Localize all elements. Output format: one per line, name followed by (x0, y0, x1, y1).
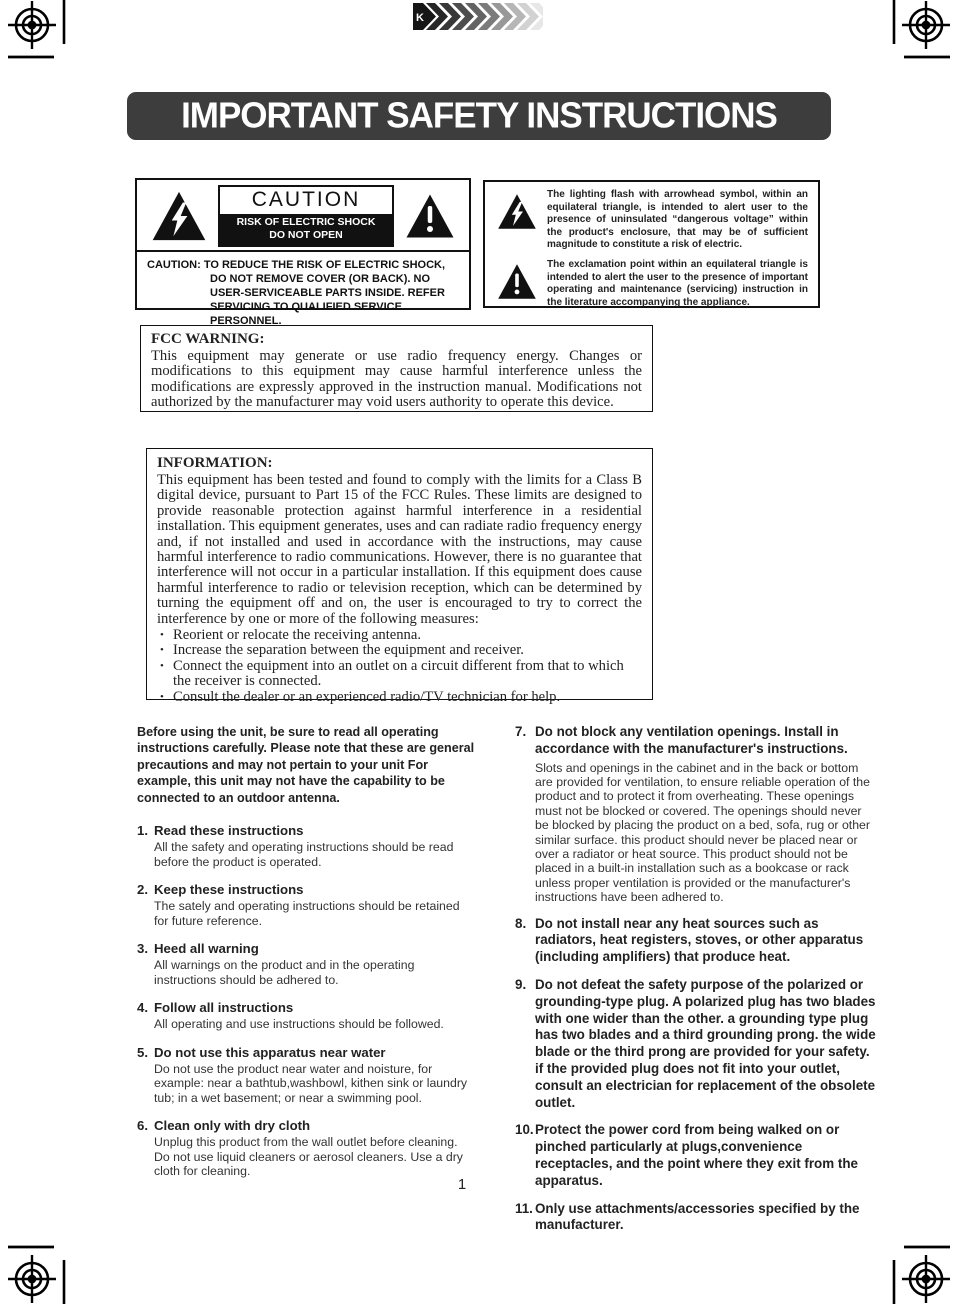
instruction-item-8: 8. Do not install near any heat sources such as radiators, heat registers, stoves, or other apparatus (including amplifiers) that produce heat. (515, 915, 864, 965)
instruction-item-3: 3. Heed all warning All warnings on the product and in the operating instructions should be adhered to. (137, 941, 415, 987)
lightning-triangle-icon (151, 190, 207, 242)
registration-mark-icon (8, 1240, 72, 1304)
bullet-icon: • (160, 690, 164, 703)
chevron-print-strip-icon (413, 3, 543, 30)
caution-sublabel-1: RISK OF ELECTRIC SHOCK (236, 216, 376, 228)
bullet-icon: • (160, 644, 164, 657)
instruction-item-10: 10. Protect the power cord from being walked on or pinched particularly at plugs,convenience receptacles, and the point where they exit from the apparatus. (515, 1122, 858, 1188)
caution-body-text: CAUTION: TO REDUCE THE RISK OF ELECTRIC SHOCK, DO NOT REMOVE COVER (OR BACK). NO USER-SERVICEABLE PARTS INSIDE. REFER SERVICING TO QUALIFIED SERVICE PERSONNEL. (137, 250, 469, 332)
instruction-item-9: 9. Do not defeat the safety purpose of the polarized or grounding-type plug. A polarized plug has two blades with one wider than the other. a grounding type plug has two blades and a third grounding prong. the wide blade or the third prong are provided for your safety. if the provided plug does not fit into your outlet, consult an electrician for replacement of the obsolete outlet. (515, 977, 876, 1110)
page-number: 1 (457, 1176, 467, 1193)
list-item: • Increase the separation between the equipment and receiver. (160, 642, 524, 659)
registration-mark-icon (886, 0, 950, 64)
instruction-item-4: 4. Follow all instructions All operating and use instructions should be followed. (137, 1000, 444, 1032)
list-item: • Consult the dealer or an experienced radio/TV technician for help. (160, 688, 561, 705)
instruction-item-1: 1. Read these instructions All the safety and operating instructions should be read before the product is operated. (137, 823, 454, 869)
exclamation-triangle-icon (497, 263, 537, 300)
chevron-plate-letter: K (416, 12, 424, 24)
exclamation-triangle-icon (405, 191, 455, 241)
caution-label-box (218, 185, 394, 247)
caution-label: CAUTION (251, 188, 361, 211)
exclamation-symbol-row (495, 259, 808, 309)
fcc-warning-title: FCC WARNING: (151, 331, 265, 347)
list-item: • Reorient or relocate the receiving antenna. (160, 627, 421, 644)
lightning-triangle-icon (497, 193, 537, 230)
symbol-explanation-box (483, 180, 820, 308)
fcc-warning-box (140, 325, 653, 412)
instruction-item-6: 6. Clean only with dry cloth Unplug this product from the wall outlet before cleaning. Do not use liquid cleaners or aerosol cleaners. Use a dry cloth for cleaning. (137, 1118, 463, 1179)
bullet-icon: • (160, 659, 164, 672)
list-item: • Connect the equipment into an outlet on a circuit different from that to which the receiver is connected. (160, 657, 624, 690)
fcc-warning-body: This equipment may generate or use radio frequency energy. Changes or modifications to this equipment may cause harmful interference unless the modifications are expressly approved in the instruction manual. Modifications not authorized by the manufacturer may void users authority to operate this device. (151, 348, 642, 411)
caution-sublabel-box (220, 214, 392, 245)
information-title: INFORMATION: (157, 455, 273, 471)
instructions-column-left (137, 724, 475, 1192)
information-body: This equipment has been tested and found to comply with the limits for a Class B digital device, pursuant to Part 15 of the FCC Rules. These limits are designed to provide reasonable protection against harmful interference in a residential installation. This equipment generates, uses and can radiate radio frequency energy and, if not installed and used in accordance with the instructions, may cause harmful interference to radio communications. However, there is no guarantee that interference will not occur in a particular installation. If this equipment does cause harmful interference to radio or television reception, which can be determined by turning the equipment off and on, the user is encouraged to try to correct the interference by one or more of the following measures: (157, 472, 642, 627)
caution-sublabel-2: DO NOT OPEN (269, 229, 343, 241)
information-box (146, 448, 653, 705)
instruction-item-7: 7. Do not block any ventilation openings. Install in accordance with the manufacturer's instructions. Slots and openings in the cabinet and in the back or bottom are provided for ventilation, to ensure reliable operation of the product and to protect it from overheating. These openings must not be blocked or covered. The openings should never be blocked by placing the product on a bed, sofa, rug or other similar surface. this product should never be placed near or over a radiator or heat source. This product should not be placed in a built-in installation such as a bookcase or rack unless proper ventilation is provided or the manufacturer's instructions have been adhered to. (515, 724, 870, 905)
information-measures-list (157, 628, 642, 705)
page-title-text: IMPORTANT SAFETY INSTRUCTIONS (181, 95, 777, 136)
exclamation-symbol-text: The exclamation point within an equilateral triangle is intended to alert the user to the presence of important operating and maintenance (servicing) instruction in the literature accompanying the appliance. (547, 258, 808, 308)
caution-box (135, 178, 471, 327)
instructions-intro: Before using the unit, be sure to read all operating instructions carefully. Please note that these are general precautions and may not pertain to your unit For example, this unit may not have the capability to be connected to an outdoor antenna. (137, 725, 475, 805)
registration-mark-icon (8, 0, 72, 64)
bullet-icon: • (160, 629, 164, 642)
lightning-symbol-row (495, 189, 808, 252)
instruction-item-11: 11. Only use attachments/accessories specified by the manufacturer. (515, 1200, 860, 1233)
instruction-item-2: 2. Keep these instructions The sately and operating instructions should be retained for future reference. (137, 882, 460, 928)
caution-box-top (137, 180, 469, 250)
instructions-column-right (515, 724, 877, 1245)
registration-mark-icon (886, 1240, 950, 1304)
page-title (127, 92, 831, 140)
lightning-symbol-text: The lighting flash with arrowhead symbol, within an equilateral triangle, is intended to alert user to the presence of uninsulated “dangerous voltage” within the product's enclosure, that may be of sufficient magnitude to constitute a risk of electric. (547, 189, 808, 251)
instruction-item-5: 5. Do not use this apparatus near water Do not use the product near water and noisture, for example: near a bathtub,washbowl, kithen sink or laundry tub; in a wet basement; or near a swimming pool. (137, 1044, 468, 1105)
